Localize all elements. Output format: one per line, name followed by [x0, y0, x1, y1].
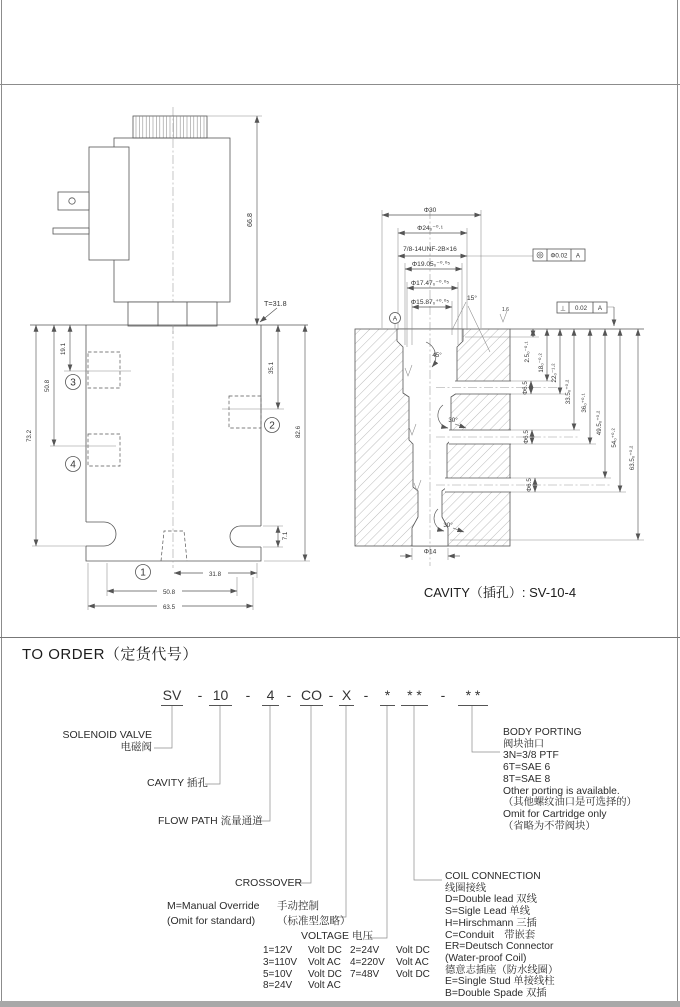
label-manual-override-zh: 手动控制 （标准型忽略） — [277, 900, 351, 927]
dim-31-8: 31.8 — [208, 571, 222, 578]
dim-7-1: 7.1 — [282, 531, 289, 541]
depth-33-5: 33.5₀⁺⁰·² — [565, 379, 572, 405]
code-dash: - — [440, 687, 446, 703]
order-heading: TO ORDER（定货代号） — [22, 646, 198, 663]
porting-line: 6T=SAE 6 — [503, 762, 551, 774]
voltage-table — [263, 945, 438, 992]
depth-49-5: 49.5₀⁺⁰·² — [596, 410, 603, 436]
coil-body — [114, 138, 230, 302]
dim-d14: Φ14 — [423, 548, 437, 556]
thread-spec: 7/8-14UNF-2B×16 — [403, 246, 457, 253]
coil-connection-block — [445, 871, 558, 1000]
valve-coil-view — [30, 107, 308, 334]
voltage-cell: 8=24V — [263, 980, 293, 992]
porting-line: 阀块油口 — [503, 738, 545, 750]
voltage-cell: 1=12V — [263, 945, 293, 956]
valve-body-view — [26, 325, 310, 611]
code-segment-flowpath: 4 — [262, 688, 279, 706]
spade-terminal-2 — [53, 228, 89, 234]
svg-text:3: 3 — [70, 377, 76, 389]
dim-82-6: 82.6 — [295, 425, 302, 439]
porting-line: （省略为不带阀块） — [503, 820, 596, 832]
thread-torque-label: T=31.8 — [264, 299, 287, 308]
roughness-value: 1.6 — [502, 307, 509, 313]
dim-d24: Φ24₀⁻⁰·¹ — [417, 225, 443, 232]
hole-dim-1: Φ6.5 — [522, 381, 529, 395]
coil-line: 线圈接线 — [445, 882, 487, 894]
svg-text:A: A — [392, 315, 398, 323]
svg-text:A: A — [597, 305, 603, 312]
svg-text:1: 1 — [140, 567, 146, 579]
depth-54: 54₀⁺⁰·² — [611, 428, 618, 448]
voltage-cell: 2=24V — [350, 945, 380, 956]
datum-a — [390, 313, 401, 330]
coil-line: 德意志插座（防水线圈） — [445, 964, 559, 976]
voltage-cell: Volt DC — [308, 968, 342, 980]
coil-line: H=Hirschmann 三插 — [445, 917, 537, 929]
angle-15: 15° — [467, 295, 477, 302]
voltage-cell: 4=220V — [350, 956, 385, 968]
voltage-cell: Volt AC — [308, 956, 341, 968]
code-dash: - — [328, 687, 334, 703]
coil-line: S=Sigle Lead 单线 — [445, 906, 530, 918]
code-segment-crossover: CO — [300, 688, 323, 706]
label-manual-override-en: M=Manual Override (Omit for standard) — [167, 900, 260, 927]
code-dash: - — [245, 687, 251, 703]
dim-63-5: 63.5 — [162, 604, 176, 611]
port-label-4 — [66, 457, 81, 472]
dim-50-8-bottom: 50.8 — [162, 589, 176, 596]
dim-d19-05: Φ19.05₀⁻⁰·⁰⁵ — [411, 261, 451, 268]
depth-36: 36₀⁺⁰·¹ — [581, 393, 588, 413]
code-dash: - — [363, 687, 369, 703]
voltage-cell: 3=110V — [263, 956, 298, 968]
porting-line: 8T=SAE 8 — [503, 773, 551, 785]
voltage-cell: Volt DC — [396, 968, 430, 980]
svg-text:Φ0.02: Φ0.02 — [550, 252, 568, 260]
coil-line: E=Single Stud 单接线柱 — [445, 976, 555, 988]
port-label-2 — [265, 418, 280, 433]
code-segment-coil: * * — [401, 688, 428, 706]
depth-22: 22₀⁻¹·² — [551, 363, 558, 383]
porting-line: （其他螺纹油口是可选择的） — [503, 797, 637, 809]
angle-30-upper: 30° — [448, 417, 458, 424]
perpendicularity-icon: ⊥ — [560, 305, 566, 313]
fcf-perpendicularity — [557, 302, 614, 326]
depth-2-5: 2.5₀⁻⁰·¹ — [524, 341, 531, 363]
label-crossover: CROSSOVER — [235, 877, 303, 889]
header-rule — [0, 84, 680, 85]
coil-line: (Water-proof Coil) — [445, 952, 527, 964]
cavity-drawing — [345, 195, 680, 620]
hex-nut — [128, 302, 217, 326]
svg-text:A: A — [575, 252, 581, 260]
voltage-cell: Volt DC — [308, 945, 342, 956]
coil-line: ER=Deutsch Connector — [445, 941, 554, 953]
porting-line: Omit for Cartridge only — [503, 808, 607, 820]
code-dash: - — [286, 687, 292, 703]
spade-terminal-1 — [58, 192, 89, 210]
dim-19-1: 19.1 — [60, 342, 67, 356]
body-porting-block — [503, 727, 637, 832]
voltage-cell: Volt DC — [396, 945, 430, 956]
code-segment-manual: X — [339, 688, 354, 706]
port-3-bore — [88, 352, 120, 388]
dim-d30: Φ30 — [423, 207, 437, 214]
voltage-cell: 5=10V — [263, 968, 293, 980]
voltage-cell — [350, 980, 396, 992]
body-porting-title: BODY PORTING — [503, 727, 582, 738]
coil-thread-hatch — [136, 116, 204, 138]
dim-d15-87: Φ15.87₀⁺⁰·⁰⁵ — [410, 299, 450, 306]
label-solenoid-valve: SOLENOID VALVE 电磁阀 — [62, 729, 152, 753]
hole-dim-3: Φ6.5 — [526, 478, 533, 492]
left-notch — [86, 522, 116, 546]
fcf-concentricity — [533, 249, 585, 261]
port-1-bore — [161, 531, 187, 561]
voltage-cell — [396, 980, 438, 992]
voltage-cell: Volt AC — [308, 980, 341, 992]
port-label-3 — [66, 375, 81, 390]
coil-line: B=Double Spade 双插 — [445, 988, 547, 1000]
code-segment-porting: * * — [458, 688, 488, 706]
depth-63-5: 63.5₀⁺⁰·² — [629, 445, 636, 471]
voltage-cell: 7=48V — [350, 968, 380, 980]
valve-drawing — [18, 88, 348, 625]
label-voltage-title: VOLTAGE 电压 — [301, 930, 373, 942]
coil-line: D=Double lead 双线 — [445, 894, 537, 906]
svg-text:2: 2 — [269, 420, 275, 432]
dim-73-2: 73.2 — [26, 429, 33, 443]
hole-dim-2: Φ6.5 — [523, 430, 530, 444]
label-cavity: CAVITY 插孔 — [147, 777, 208, 789]
cavity-section — [355, 207, 644, 566]
coil-line: C=Conduit 带嵌套 — [445, 929, 536, 941]
right-slot — [230, 526, 261, 547]
angle-30-lower: 30° — [443, 522, 453, 529]
code-segment-voltage: * — [380, 688, 395, 706]
svg-text:4: 4 — [70, 459, 76, 471]
code-segment-cavity: 10 — [209, 688, 232, 706]
coil-connection-title: COIL CONNECTION — [445, 871, 541, 882]
dim-50-8-left: 50.8 — [44, 379, 51, 393]
port-label-1 — [136, 565, 151, 580]
voltage-cell: Volt AC — [396, 956, 429, 968]
dim-d17-47: Φ17.47₀⁻⁰·⁰⁵ — [410, 280, 450, 287]
coil-connector — [89, 147, 129, 260]
depth-18: 18₀⁻⁰·² — [538, 353, 545, 373]
port-4-bore — [88, 434, 120, 466]
cavity-title: CAVITY（插孔）: SV-10-4 — [423, 585, 577, 600]
svg-text:0.02: 0.02 — [574, 305, 588, 312]
porting-line: Other porting is available. — [503, 785, 620, 797]
code-segment-sv: SV — [161, 688, 183, 706]
dim-66-8: 66.8 — [245, 213, 254, 227]
label-flow-path: FLOW PATH 流量通道 — [158, 815, 263, 827]
code-dash: - — [197, 687, 203, 703]
dim-35-1: 35.1 — [268, 361, 275, 375]
angle-45: 45° — [432, 352, 442, 359]
porting-line: 3N=3/8 PTF — [503, 750, 559, 762]
port-2-bore — [229, 396, 261, 428]
